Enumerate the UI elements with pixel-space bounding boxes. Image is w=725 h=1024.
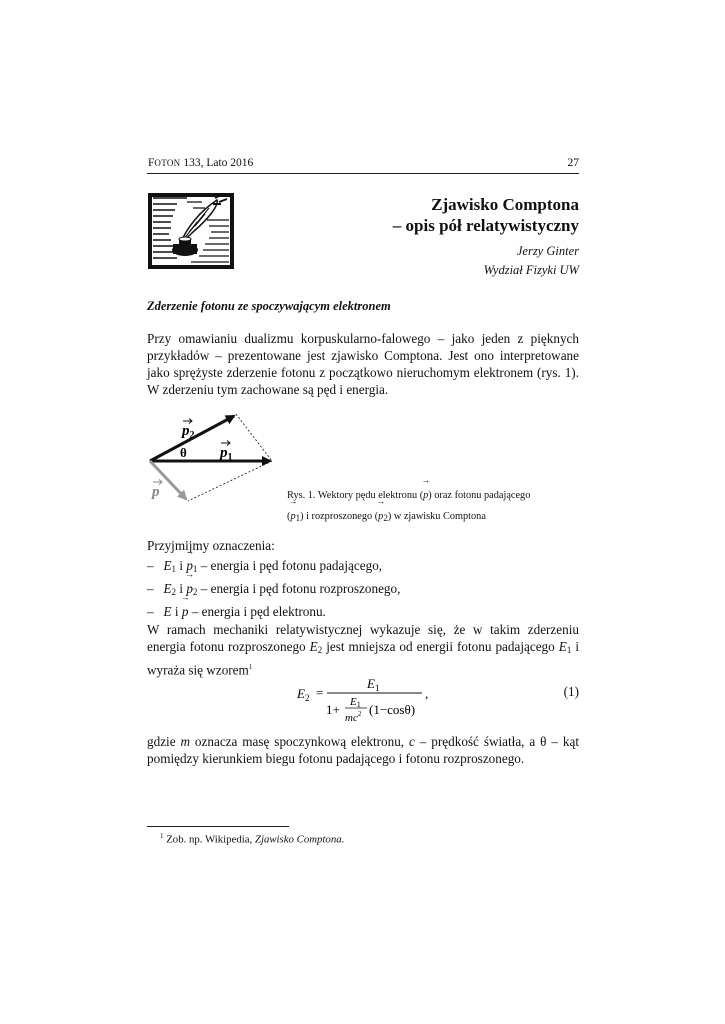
list-item: – $E_2$ $i \to p_2$ – energia i pęd fotonu rozproszonego, [147, 579, 400, 602]
title-block [393, 194, 579, 280]
journal-name-initial: F [148, 157, 155, 169]
footnote-ref[interactable]: 1 [248, 663, 253, 671]
svg-text:E1: $E_1$ [367, 678, 380, 693]
notation-list [147, 536, 400, 622]
compton-equation [295, 678, 445, 726]
svg-text:mc2: $mc^2$ [345, 710, 362, 724]
label-theta: θ [180, 445, 187, 460]
compton-paragraph: W ramach mechaniki relatywistycznej wykazuje się, że w takim zderzeniu energia fotonu rozproszonego $E_2$ jest mniejsza od energii fotonu padającego $E_1$ i wyraża się wzorem$^1$ [147, 622, 579, 678]
definition-paragraph: gdzie m oznacza masę spoczynkową elektronu, c – prędkość światła, a θ – kąt pomiędzy kierunkiem biegu fotonu padającego i fotonu rozproszonego. [147, 734, 579, 766]
svg-text:E2: $E_2$ [297, 686, 310, 703]
list-item: – $E_1$ $i \to p_1$ – energia i pęd fotonu padającego, [147, 556, 400, 579]
dashed-completion-upper [236, 414, 272, 461]
svg-text:E1: E1 [350, 696, 361, 709]
figure-caption: Rys. 1. Wektory pędu elektronu (→ p) oraz fotonu padającego (→ p1) i rozproszonego (→ p2) w zjawisku Comptona [287, 485, 579, 529]
svg-text:1+: 1+ [326, 702, 340, 717]
quill-inkwell-logo [147, 192, 235, 270]
footnote: $^1$ Zob. np. Wikipedia, Zjawisko Comptona. [160, 832, 345, 846]
svg-text:=: = [316, 685, 324, 700]
svg-text:(1−cosθ): (1−cosθ) [369, 702, 416, 717]
svg-text:,: , [425, 686, 429, 701]
intro-paragraph: Przy omawianiu dualizmu korpuskularno-falowego – jako jeden z pięknych przykładów – prezentowane jest zjawisko Comptona. Jest ono interpretowane jako sprężyste zderzenie fotonu z początkowo nieruchomym elektronem (rys. 1). W zderzeniu tym zachowane są pęd i energia. [147, 331, 579, 397]
header-divider [147, 173, 579, 174]
running-header [148, 157, 253, 169]
list-item: – E i → p – energia i pęd elektronu. [147, 602, 400, 622]
notation-intro: Przyjmijmy oznaczenia: [147, 538, 275, 553]
dashed-completion-lower [188, 461, 272, 501]
footnote-divider [147, 826, 289, 827]
affiliation: Wydział Fizyki UW [483, 263, 579, 277]
label-p2: $p_2$ [182, 423, 195, 441]
article-subtitle: – opis pół relatywistyczny [392, 216, 579, 235]
label-p1: $p_1$ [220, 445, 233, 463]
author: Jerzy Ginter [516, 244, 579, 258]
label-p: p [152, 484, 160, 500]
equation-number: (1) [563, 684, 579, 699]
section-heading: Zderzenie fotonu ze spoczywającym elektronem [147, 299, 391, 313]
journal-name-rest: OTON [154, 158, 181, 168]
issue-info: 133, Lato 2016 [180, 157, 254, 169]
momentum-vector-diagram [140, 408, 290, 513]
article-title: Zjawisko Comptona [431, 195, 579, 214]
page-number: 27 [567, 157, 579, 169]
